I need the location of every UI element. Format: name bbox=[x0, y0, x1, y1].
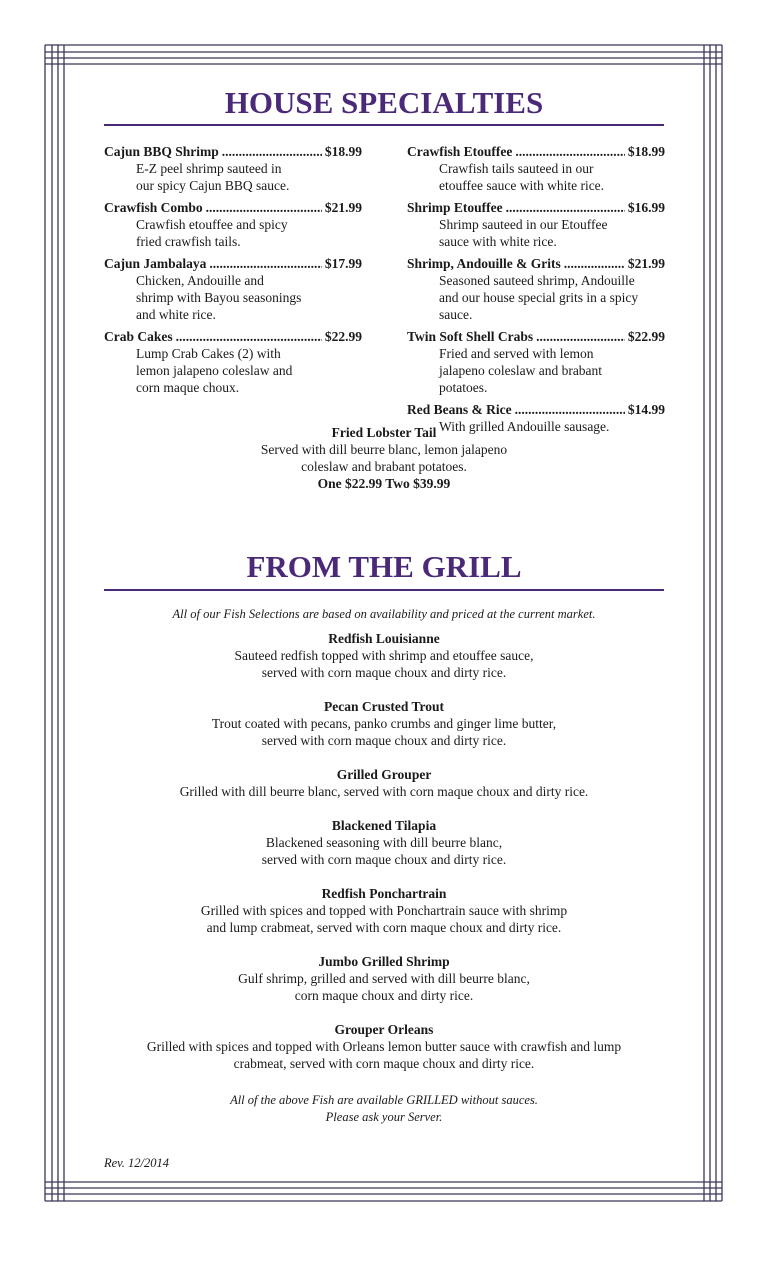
item-header bbox=[104, 255, 362, 272]
item-desc: Grilled with dill beurre blanc, served with corn maque choux and dirty rice. bbox=[179, 784, 589, 799]
item-price: $17.99 bbox=[324, 256, 362, 271]
dot-leader bbox=[506, 199, 625, 216]
item-header bbox=[407, 255, 665, 272]
grill-item bbox=[104, 630, 664, 681]
from-the-grill-title: FROM THE GRILL bbox=[246, 549, 522, 584]
house-specialties-title: HOUSE SPECIALTIES bbox=[224, 85, 544, 120]
item-header bbox=[407, 328, 665, 345]
grill-item bbox=[104, 885, 664, 936]
item-name: Fried Lobster Tail bbox=[331, 425, 437, 440]
item-desc: Trout coated with pecans, panko crumbs and ginger lime butter, bbox=[211, 716, 557, 731]
footer-line: Please ask your Server. bbox=[325, 1110, 443, 1124]
title-rule bbox=[104, 589, 664, 591]
item-desc: Grilled with spices and topped with Ponchartrain sauce with shrimp bbox=[200, 903, 568, 918]
item-desc: Fried and served with lemon bbox=[439, 346, 594, 361]
revision-date: Rev. 12/2014 bbox=[104, 1156, 170, 1170]
item-header bbox=[407, 143, 665, 160]
item-desc: Gulf shrimp, grilled and served with dill beurre blanc, bbox=[238, 971, 530, 986]
menu-item bbox=[407, 255, 665, 323]
item-name: Grilled Grouper bbox=[336, 767, 432, 782]
title-rule bbox=[104, 124, 664, 126]
item-price: $21.99 bbox=[627, 256, 665, 271]
item-name: Crawfish Etouffee bbox=[407, 144, 513, 159]
item-desc: Grilled with spices and topped with Orleans lemon butter sauce with crawfish and lump bbox=[146, 1039, 622, 1054]
item-name: Twin Soft Shell Crabs bbox=[407, 329, 534, 344]
item-name: Cajun BBQ Shrimp bbox=[104, 144, 219, 159]
house-right-column bbox=[407, 143, 665, 440]
dot-leader bbox=[206, 199, 322, 216]
item-desc: corn maque choux. bbox=[136, 380, 240, 395]
item-name: Blackened Tilapia bbox=[331, 818, 437, 833]
item-name: Grouper Orleans bbox=[334, 1022, 434, 1037]
item-desc: E-Z peel shrimp sauteed in bbox=[136, 161, 282, 176]
item-desc: Crawfish tails sauteed in our bbox=[439, 161, 594, 176]
dot-leader bbox=[176, 328, 322, 345]
item-name: Redfish Louisianne bbox=[328, 631, 440, 646]
item-name: Crab Cakes bbox=[104, 329, 173, 344]
menu-item bbox=[104, 199, 362, 250]
item-name: Pecan Crusted Trout bbox=[324, 699, 444, 714]
menu-item bbox=[104, 328, 362, 396]
item-header bbox=[407, 401, 665, 418]
item-desc: sauce with white rice. bbox=[439, 234, 557, 249]
item-desc: fried crawfish tails. bbox=[136, 234, 241, 249]
item-desc: lemon jalapeno coleslaw and bbox=[136, 363, 293, 378]
item-header bbox=[104, 199, 362, 216]
item-name: Cajun Jambalaya bbox=[104, 256, 207, 271]
grill-item bbox=[104, 766, 664, 800]
item-price: $18.99 bbox=[627, 144, 665, 159]
item-name: Shrimp Etouffee bbox=[407, 200, 503, 215]
grill-item bbox=[104, 817, 664, 868]
grill-item bbox=[104, 953, 664, 1004]
dot-leader bbox=[536, 328, 625, 345]
item-price: $18.99 bbox=[324, 144, 362, 159]
item-price: $22.99 bbox=[627, 329, 665, 344]
item-desc: etouffee sauce with white rice. bbox=[439, 178, 605, 193]
item-price: One $22.99 Two $39.99 bbox=[317, 476, 451, 491]
item-desc: Served with dill beurre blanc, lemon jalapeno bbox=[260, 442, 508, 457]
item-desc: potatoes. bbox=[439, 380, 488, 395]
item-name: Redfish Ponchartrain bbox=[321, 886, 447, 901]
item-price: $22.99 bbox=[324, 329, 362, 344]
item-desc: Blackened seasoning with dill beurre blanc, bbox=[265, 835, 503, 850]
dot-leader bbox=[515, 401, 625, 418]
menu-item bbox=[407, 328, 665, 396]
item-desc: Shrimp sauteed in our Etouffee bbox=[439, 217, 608, 232]
item-desc: Lump Crab Cakes (2) with bbox=[136, 346, 281, 361]
item-desc: jalapeno coleslaw and brabant bbox=[439, 363, 603, 378]
grill-note: All of our Fish Selections are based on availability and priced at the current market. bbox=[172, 607, 596, 621]
item-desc: shrimp with Bayou seasonings bbox=[136, 290, 302, 305]
grill-item bbox=[104, 698, 664, 749]
menu-item bbox=[104, 255, 362, 323]
grill-footer bbox=[104, 1092, 664, 1126]
item-desc: served with corn maque choux and dirty rice. bbox=[261, 852, 507, 867]
item-desc: served with corn maque choux and dirty rice. bbox=[261, 733, 507, 748]
dot-leader bbox=[209, 255, 321, 272]
item-price: $21.99 bbox=[324, 200, 362, 215]
item-desc: served with corn maque choux and dirty rice. bbox=[261, 665, 507, 680]
item-name: Crawfish Combo bbox=[104, 200, 203, 215]
item-desc: Seasoned sauteed shrimp, Andouille bbox=[439, 273, 635, 288]
dot-leader bbox=[564, 255, 625, 272]
item-desc: Crawfish etouffee and spicy bbox=[136, 217, 288, 232]
item-header bbox=[104, 328, 362, 345]
item-name: Shrimp, Andouille & Grits bbox=[407, 256, 561, 271]
item-desc: corn maque choux and dirty rice. bbox=[294, 988, 474, 1003]
item-desc: and our house special grits in a spicy sauce. bbox=[439, 290, 639, 322]
item-header bbox=[407, 199, 665, 216]
item-desc: With grilled Andouille sausage. bbox=[439, 419, 610, 434]
grill-items bbox=[104, 630, 664, 1089]
lobster-item bbox=[104, 424, 664, 492]
grill-item bbox=[104, 1021, 664, 1072]
item-name: Red Beans & Rice bbox=[407, 402, 512, 417]
footer-line: All of the above Fish are available GRILLED without sauces. bbox=[230, 1093, 538, 1107]
house-left-column bbox=[104, 143, 362, 401]
item-desc: and lump crabmeat, served with corn maque choux and dirty rice. bbox=[206, 920, 562, 935]
item-price: $16.99 bbox=[627, 200, 665, 215]
menu-item bbox=[407, 199, 665, 250]
item-desc: Sauteed redfish topped with shrimp and etouffee sauce, bbox=[234, 648, 534, 663]
menu-item bbox=[104, 143, 362, 194]
item-price: $14.99 bbox=[627, 402, 665, 417]
item-header bbox=[104, 143, 362, 160]
item-desc: crabmeat, served with corn maque choux and dirty rice. bbox=[233, 1056, 535, 1071]
item-desc: Chicken, Andouille and bbox=[136, 273, 264, 288]
menu-item bbox=[407, 143, 665, 194]
item-name: Jumbo Grilled Shrimp bbox=[318, 954, 450, 969]
item-desc: our spicy Cajun BBQ sauce. bbox=[136, 178, 290, 193]
item-desc: coleslaw and brabant potatoes. bbox=[301, 459, 467, 474]
dot-leader bbox=[222, 143, 322, 160]
item-desc: and white rice. bbox=[136, 307, 216, 322]
dot-leader bbox=[515, 143, 625, 160]
